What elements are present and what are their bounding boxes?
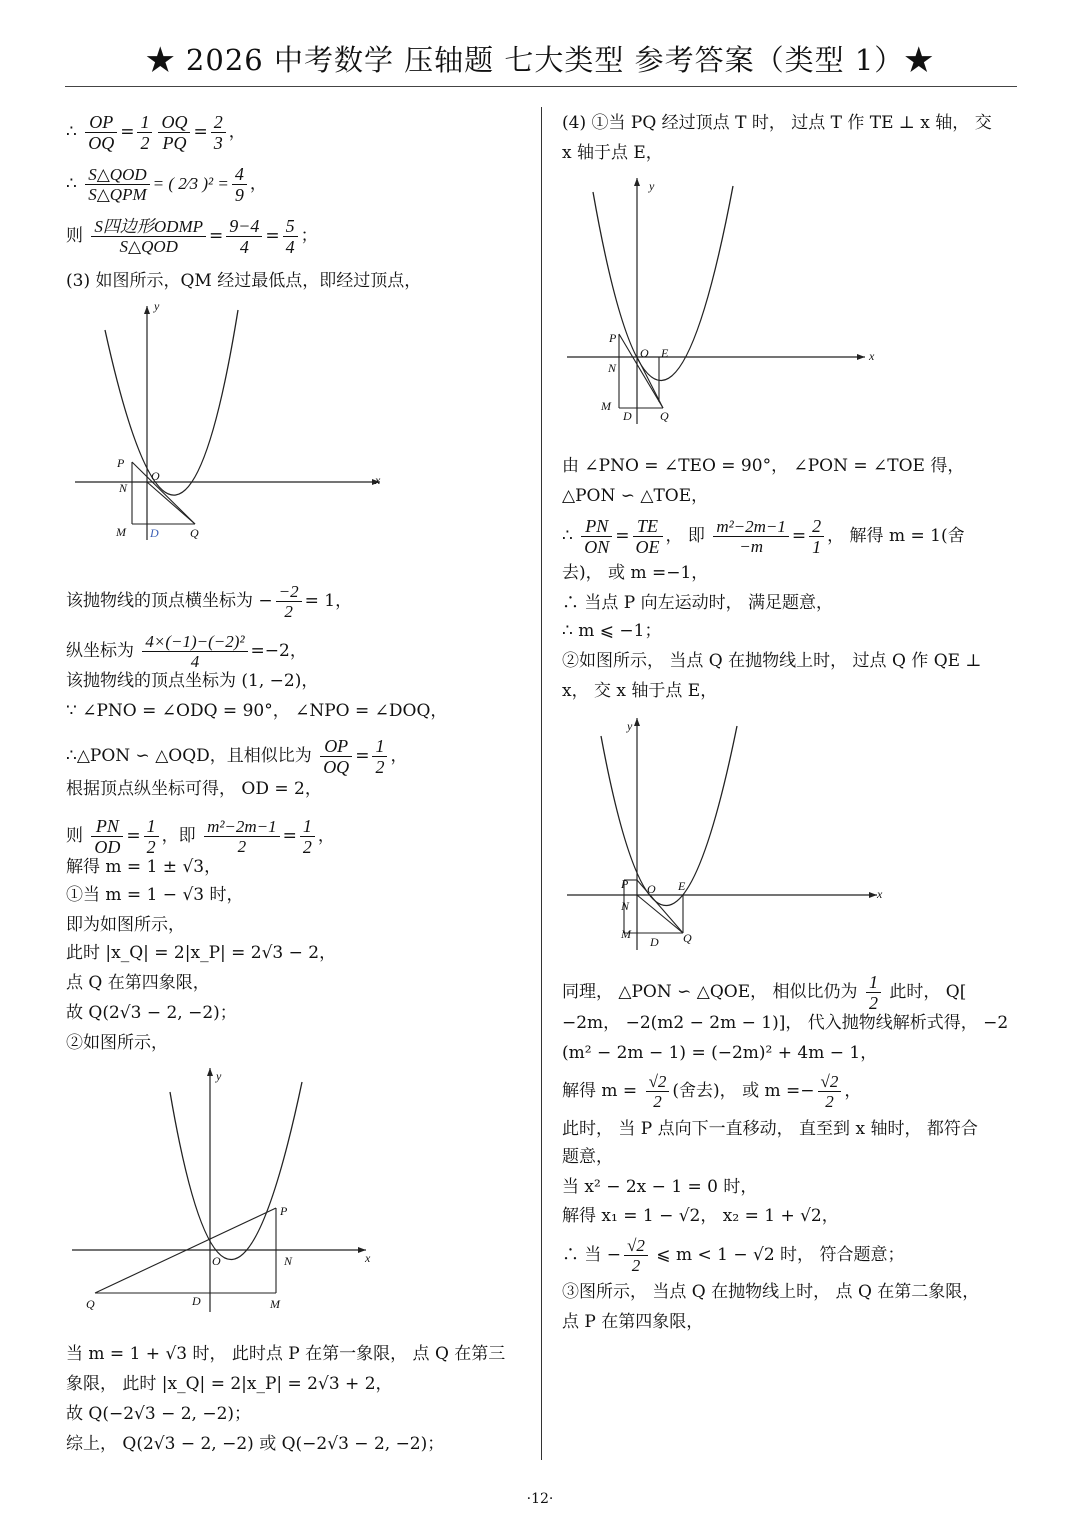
text: ， [844, 1081, 862, 1101]
denominator: 2 [237, 837, 247, 856]
text: 该抛物线的顶点横坐标为 − [66, 591, 273, 611]
denominator: 2 [375, 757, 385, 777]
x-axis-label: x [365, 1251, 371, 1265]
denominator: 4 [190, 652, 200, 671]
text: ， [249, 174, 267, 194]
left-line-2 [66, 164, 267, 205]
text: = [282, 826, 297, 846]
text: =−2， [250, 641, 307, 661]
y-axis-label: y [154, 300, 160, 313]
numerator: √2 [818, 1072, 842, 1092]
y-axis-label: y [627, 719, 633, 733]
left-line-17: 故 Q(2√3 − 2, −2)； [66, 1003, 237, 1023]
numerator: PN [91, 816, 123, 837]
denominator: OQ [323, 757, 350, 777]
y-axis-label: y [649, 179, 655, 193]
numerator: PN [581, 516, 612, 537]
denominator: 2 [140, 133, 150, 153]
denominator: 3 [213, 133, 223, 153]
page-title: ★ 2026 中考数学 压轴题 七大类型 参考答案（类型 1）★ [145, 43, 935, 77]
numerator: 1 [300, 816, 315, 837]
point-label: P [621, 877, 629, 891]
fraction [91, 816, 123, 857]
fraction [300, 816, 315, 857]
left-line-16: 点 Q 在第四象限， [66, 973, 210, 993]
numerator: 1 [372, 736, 387, 757]
left-line-11 [66, 816, 335, 857]
left-line-4: (3) 如图所示，QM 经过最低点，即经过顶点， [66, 271, 422, 291]
text: 同理， △PON ∽ △QOE， 相似比仍为 [562, 982, 863, 1002]
text: 解得 m = [562, 1081, 643, 1101]
point-label: Q [683, 931, 692, 945]
denominator: OD [94, 837, 121, 857]
numerator: OP [320, 736, 352, 757]
text: 纵坐标为 [66, 641, 140, 661]
fraction [85, 112, 117, 153]
denominator: 2 [146, 837, 156, 857]
text: = 1， [304, 591, 353, 611]
text: ， [390, 746, 408, 766]
right-line-10: x， 交 x 轴于点 E， [562, 681, 718, 701]
point-label: D [150, 526, 159, 540]
text: ⩽ m < 1 − √2 时， 符合题意； [650, 1245, 905, 1265]
right-line-7: ∴ 当点 P 向左运动时， 满足题意， [562, 593, 834, 613]
numerator: TE [633, 516, 663, 537]
numerator: √2 [624, 1236, 648, 1256]
fraction [646, 1072, 670, 1111]
text: 则 [66, 826, 89, 846]
point-label: E [661, 346, 669, 360]
fraction [144, 816, 159, 857]
text: = [265, 226, 280, 246]
point-label: D [623, 409, 632, 423]
text: ， 即 [665, 526, 711, 546]
text: ∴△PON ∽ △OQD，且相似比为 [66, 746, 318, 766]
fraction [320, 736, 352, 777]
text: = [355, 746, 370, 766]
fraction [818, 1072, 842, 1111]
fraction [713, 517, 789, 556]
text: (舍去)， 或 m =− [672, 1081, 815, 1101]
right-line-12: −2m， −2(m2 − 2m − 1)]， 代入抛物线解析式得， −2 [562, 1013, 1009, 1033]
fraction [232, 164, 247, 205]
denominator: ON [584, 537, 610, 557]
point-label: M [601, 399, 611, 413]
column-divider [541, 107, 542, 1460]
right-line-9: ②如图所示， 当点 Q 在抛物线上时， 过点 Q 作 QE ⊥ [562, 651, 982, 671]
fraction [624, 1236, 648, 1275]
fraction [633, 516, 663, 557]
numerator: 2 [809, 516, 824, 537]
numerator: 1 [137, 112, 152, 133]
numerator: S四边形ODMP [91, 217, 206, 237]
y-axis-label: y [216, 1069, 222, 1083]
x-axis-label: x [877, 887, 883, 901]
point-label: D [192, 1294, 201, 1308]
text: ， 解得 m = 1(舍 [827, 526, 965, 546]
fraction [809, 516, 824, 557]
text: 此时， Q[ [883, 982, 967, 1002]
figure-parabola-4 [565, 710, 887, 955]
text: ， [228, 122, 246, 142]
point-label: M [116, 525, 126, 539]
numerator: m²−2m−1 [713, 517, 789, 537]
point-label: D [650, 935, 659, 949]
text: ， [317, 826, 335, 846]
numerator: 9−4 [226, 216, 262, 237]
x-axis-label: x [375, 473, 381, 487]
denominator: 2 [868, 993, 878, 1013]
point-label: O [640, 346, 649, 360]
denominator: −m [739, 537, 763, 556]
text: = [120, 122, 135, 142]
numerator: m²−2m−1 [204, 817, 280, 837]
right-line-1: (4) ①当 PQ 经过顶点 T 时， 过点 T 作 TE ⊥ x 轴， 交 [562, 113, 992, 133]
fraction [204, 817, 280, 856]
page-number: ·12· [526, 1491, 554, 1507]
point-label: O [151, 469, 160, 483]
right-line-17: 当 x² − 2x − 1 = 0 时， [562, 1177, 758, 1197]
denominator: OE [635, 537, 660, 557]
point-label: Q [86, 1297, 95, 1311]
fraction [226, 216, 262, 257]
point-label: N [119, 481, 128, 495]
figure-parabola-1 [70, 300, 390, 550]
right-line-11 [562, 972, 966, 1013]
right-line-20: ③图所示， 当点 Q 在抛物线上时， 点 Q 在第二象限， [562, 1282, 980, 1302]
point-label: Q [660, 409, 669, 423]
point-label: N [621, 899, 630, 913]
fraction [91, 217, 206, 256]
left-line-1 [66, 112, 246, 153]
point-label: N [284, 1254, 293, 1268]
text: ∴ [66, 174, 83, 194]
fraction [372, 736, 387, 777]
figure-parabola-3 [565, 172, 885, 430]
right-line-6: 去)， 或 m =−1， [562, 563, 709, 583]
fraction [581, 516, 612, 557]
point-label: O [647, 882, 656, 896]
denominator: OQ [88, 133, 115, 153]
point-label: M [621, 927, 631, 941]
numerator: 2 [211, 112, 226, 133]
numerator: √2 [646, 1072, 670, 1092]
header-rule [65, 86, 1017, 87]
fraction [158, 112, 190, 153]
left-line-13: ①当 m = 1 − √3 时， [66, 885, 244, 905]
left-line-14: 即为如图所示， [66, 915, 185, 935]
left-line-9 [66, 736, 407, 777]
right-line-3: 由 ∠PNO = ∠TEO = 90°， ∠PON = ∠TOE 得， [562, 456, 965, 476]
numerator: OP [85, 112, 117, 133]
right-line-15: 此时， 当 P 点向下一直移动， 直至到 x 轴时， 都符合 [562, 1119, 978, 1139]
fraction [211, 112, 226, 153]
right-line-2: x 轴于点 E， [562, 143, 663, 163]
denominator: 4 [285, 237, 295, 257]
fraction [276, 582, 302, 621]
fraction [85, 165, 149, 204]
x-axis-label: x [869, 349, 875, 363]
numerator: 1 [144, 816, 159, 837]
left-line-21: 故 Q(−2√3 − 2, −2)； [66, 1404, 252, 1424]
text: ； [300, 226, 318, 246]
text: ∴ [66, 122, 83, 142]
right-line-14 [562, 1072, 861, 1111]
fraction [283, 216, 298, 257]
right-line-18: 解得 x₁ = 1 − √2， x₂ = 1 + √2， [562, 1206, 839, 1226]
left-line-8: ∵ ∠PNO = ∠ODQ = 90°， ∠NPO = ∠DOQ， [66, 701, 448, 721]
point-label: O [212, 1254, 221, 1268]
point-label: E [678, 879, 686, 893]
text: = [193, 122, 208, 142]
denominator: 4 [239, 237, 249, 257]
point-label: M [270, 1297, 280, 1311]
left-line-10: 根据顶点纵坐标可得， OD = 2， [66, 779, 322, 799]
numerator: 4 [232, 164, 247, 185]
text: 则 [66, 226, 89, 246]
left-line-20: 象限， 此时 |x_Q| = 2|x_P| = 2√3 + 2， [66, 1374, 393, 1394]
denominator: S△QOD [119, 237, 178, 256]
fraction [137, 112, 152, 153]
right-line-19 [562, 1236, 904, 1275]
point-label: Q [190, 526, 199, 540]
fraction [142, 632, 247, 671]
point-label: P [117, 456, 125, 470]
denominator: S△QPM [88, 185, 147, 204]
left-line-3 [66, 216, 318, 257]
denominator: 1 [812, 537, 822, 557]
point-label: N [608, 361, 617, 375]
text: ∴ 当 − [562, 1245, 622, 1265]
left-line-5 [66, 582, 352, 621]
left-line-19: 当 m = 1 + √3 时， 此时点 P 在第一象限， 点 Q 在第三 [66, 1344, 506, 1364]
numerator: OQ [158, 112, 190, 133]
text: = ( 2⁄3 )² = [152, 174, 229, 193]
text: = [209, 226, 224, 246]
text: = [126, 826, 141, 846]
denominator: 2 [284, 602, 293, 621]
right-line-16: 题意， [562, 1147, 613, 1167]
numerator: 5 [283, 216, 298, 237]
text: ∴ [562, 526, 579, 546]
point-label: P [609, 331, 617, 345]
denominator: 2 [653, 1092, 662, 1111]
right-line-5 [562, 516, 965, 557]
text: ，即 [161, 826, 202, 846]
numerator: −2 [276, 582, 302, 602]
text: = [615, 526, 630, 546]
denominator: 2 [825, 1092, 834, 1111]
numerator: 1 [866, 972, 881, 993]
numerator: S△QOD [85, 165, 149, 185]
denominator: 2 [302, 837, 312, 857]
left-line-22: 综上， Q(2√3 − 2, −2) 或 Q(−2√3 − 2, −2)； [66, 1434, 445, 1454]
left-line-18: ②如图所示， [66, 1033, 168, 1053]
left-line-6 [66, 632, 307, 671]
right-line-13: (m² − 2m − 1) = (−2m)² + 4m − 1， [562, 1043, 878, 1063]
point-label: P [280, 1204, 288, 1218]
fraction [866, 972, 881, 1013]
denominator: 2 [631, 1256, 641, 1275]
denominator: 9 [234, 185, 244, 205]
left-line-7: 该抛物线的顶点坐标为 (1, −2)， [66, 671, 319, 691]
left-line-15: 此时 |x_Q| = 2|x_P| = 2√3 − 2， [66, 943, 337, 963]
text: = [791, 526, 807, 546]
numerator: 4×(−1)−(−2)² [142, 632, 247, 652]
denominator: PQ [162, 133, 187, 153]
right-line-8: ∴ m ⩽ −1； [562, 621, 662, 641]
right-line-4: △PON ∽ △TOE， [562, 486, 709, 506]
figure-parabola-2 [70, 1062, 390, 1320]
right-line-21: 点 P 在第四象限， [562, 1312, 704, 1332]
left-line-12: 解得 m = 1 ± √3， [66, 857, 222, 877]
